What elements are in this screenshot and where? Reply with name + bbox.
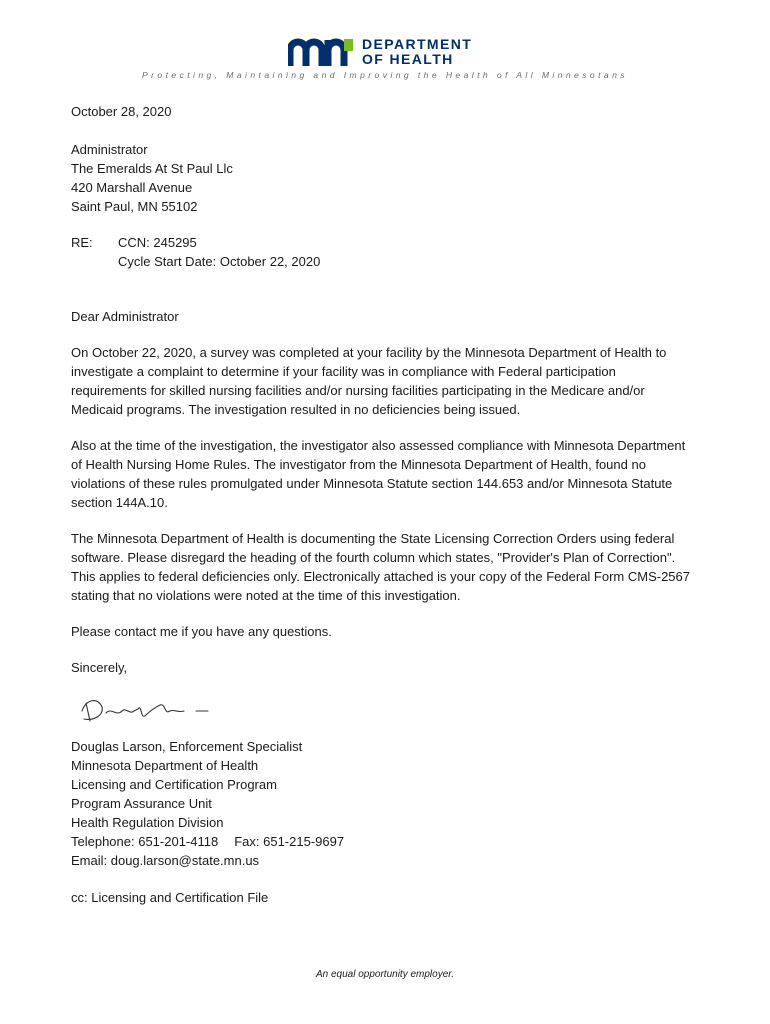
cc-line: cc: Licensing and Certification File [71, 890, 269, 905]
address-line: The Emeralds At St Paul Llc [71, 161, 233, 176]
address-line: 420 Marshall Avenue [71, 180, 193, 195]
paragraph-contact: Please contact me if you have any questions. [71, 624, 332, 639]
address-line: Administrator [71, 142, 148, 157]
signer-division: Health Regulation Division [71, 815, 224, 830]
cycle-start-line: Cycle Start Date: October 22, 2020 [118, 254, 321, 269]
ccn-line: CCN: 245295 [118, 235, 197, 250]
reference-block [71, 233, 691, 271]
paragraph-survey: On October 22, 2020, a survey was completed at your facility by the Minnesota Department of Health to investigate a complaint to determine if your facility was in compliance with Federal participation requirements for skilled nursing facilities and/or nursing facilities participating in the Medicare and/or Medicaid programs. The investigation resulted in no deficiencies being issued. [71, 345, 667, 417]
logo-line-2: OF HEALTH [362, 51, 454, 67]
tagline: Protecting, Maintaining and Improving the Health of All Minnesotans [142, 70, 628, 80]
recipient-address [71, 140, 691, 216]
signer-name-title: Douglas Larson, Enforcement Specialist [71, 739, 303, 754]
re-details [118, 233, 320, 271]
signature-icon [76, 693, 216, 727]
signer-unit: Program Assurance Unit [71, 796, 212, 811]
phone-fax-line [71, 832, 691, 851]
salutation: Dear Administrator [71, 309, 179, 324]
signer-org: Minnesota Department of Health [71, 758, 259, 773]
footer-note: An equal opportunity employer. [315, 969, 455, 980]
re-label: RE: [71, 235, 93, 250]
closing: Sincerely, [71, 660, 128, 675]
handwritten-signature [76, 693, 691, 727]
letter-body [71, 102, 691, 907]
mdh-logo [288, 34, 472, 70]
letter-date: October 28, 2020 [71, 104, 172, 119]
logo-wordmark [362, 37, 472, 67]
paragraph-software: The Minnesota Department of Health is documenting the State Licensing Correction Orders using federal software. Please disregard the heading of the fourth column which states, "Provider's Plan of Correction". This applies to federal deficiencies only. Electronically attached is your copy of the Federal Form CMS-2567 stating that no violations were noted at the time of this investigation. [71, 531, 690, 603]
mn-logo-mark-icon [288, 36, 354, 68]
signer-program: Licensing and Certification Program [71, 777, 277, 792]
fax: Fax: 651-215-9697 [234, 834, 345, 849]
email: Email: doug.larson@state.mn.us [71, 853, 260, 868]
signature-block [71, 737, 691, 870]
logo-line-1: DEPARTMENT [362, 36, 473, 52]
address-line: Saint Paul, MN 55102 [71, 199, 198, 214]
paragraph-rules: Also at the time of the investigation, the investigator also assessed compliance with Minnesota Department of Health Nursing Home Rules. The investigator from the Minnesota Department of Health, found no violations of these rules promulgated under Minnesota Statute section 144.653 and/or Minnesota Statute section 144A.10. [71, 438, 686, 510]
telephone: Telephone: 651-201-4118 [71, 834, 219, 849]
